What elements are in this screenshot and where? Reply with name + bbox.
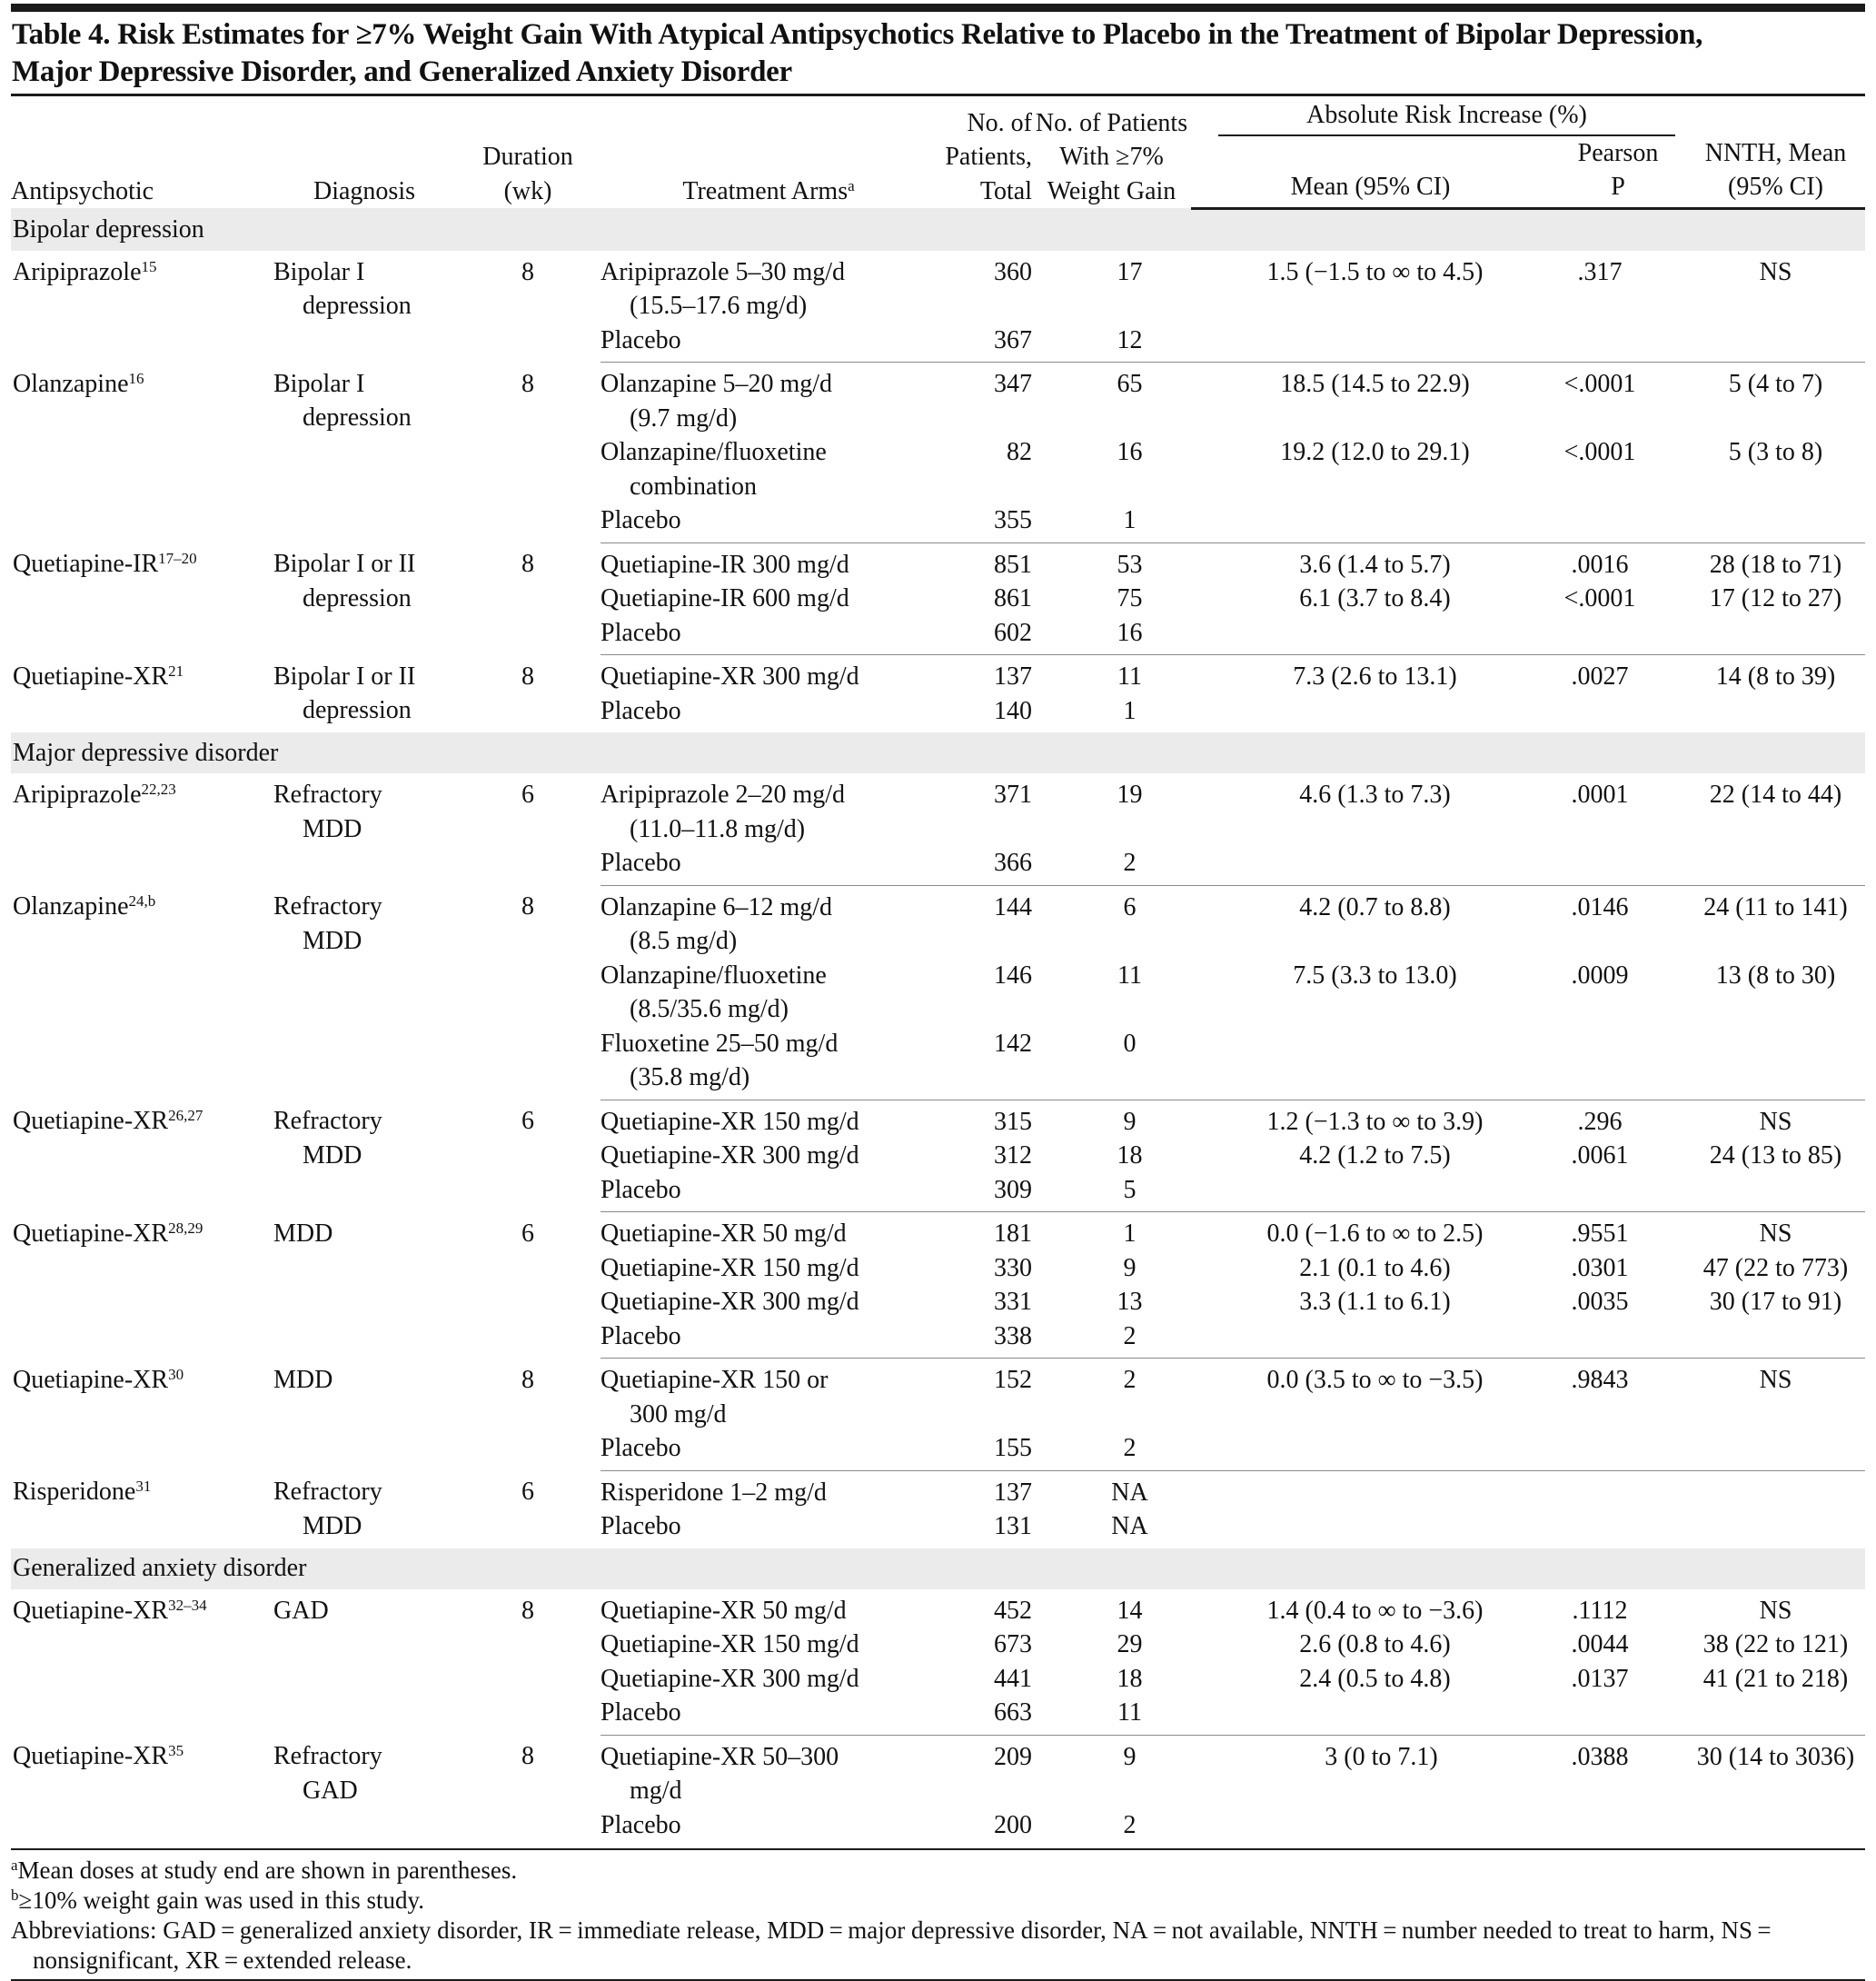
diagnosis-cell: Refractory MDD [273, 1107, 382, 1170]
duration-cell: 8 [521, 892, 534, 921]
drug-name: Quetiapine-XR [13, 1365, 169, 1394]
weight-gain-count-cell: 1 [1032, 503, 1191, 543]
weight-gain-count-cell: 11 [1117, 662, 1142, 691]
diagnosis-cell: Bipolar I depression [273, 257, 412, 320]
ari-mean-cell [1191, 1431, 1550, 1470]
weight-gain-count-cell: 9 [1123, 1107, 1137, 1136]
total-patients-cell: 209 [994, 1742, 1032, 1771]
footnote-b-text: ≥10% weight gain was used in this study. [18, 1886, 425, 1914]
treatment-arm-cell: Quetiapine-IR 300 mg/d [601, 550, 849, 579]
pearson-p-cell: .0001 [1571, 781, 1629, 809]
ari-mean-cell [1191, 1470, 1550, 1509]
pearson-p-cell: .1112 [1572, 1596, 1628, 1625]
diagnosis-cell: Bipolar I or II depression [273, 662, 416, 724]
antipsychotic-cell [11, 1735, 273, 1847]
drug-name: Quetiapine-IR [13, 550, 159, 578]
weight-gain-count-cell: 5 [1032, 1173, 1191, 1212]
treatment-arm-cell: Olanzapine 6–12 mg/d (8.5 mg/d) [601, 892, 833, 955]
treatment-arm-cell: Placebo [601, 503, 937, 543]
section-row [11, 732, 1865, 773]
drug-name: Risperidone [13, 1478, 136, 1506]
nnth-cell [1686, 1509, 1865, 1548]
total-patients-cell: 309 [937, 1173, 1032, 1212]
footnote-a [11, 1856, 1855, 1886]
section-label: Major depressive disorder [11, 732, 1865, 773]
ari-mean-cell: 0.0 (−1.6 to ∞ to 2.5) [1266, 1219, 1484, 1248]
weight-gain-count-cell: 75 [1117, 584, 1143, 612]
nnth-cell: 17 (12 to 27) [1709, 584, 1842, 612]
drug-name: Quetiapine-XR [13, 1596, 169, 1625]
ari-mean-cell: 3.6 (1.4 to 5.7) [1299, 550, 1451, 579]
total-patients-cell: 663 [937, 1696, 1032, 1735]
antipsychotic-cell [11, 1470, 273, 1548]
antipsychotic-cell [11, 773, 273, 885]
treatment-arm-cell: Risperidone 1–2 mg/d [601, 1478, 827, 1507]
treatment-arm-cell: Quetiapine-XR 150 mg/d [601, 1630, 859, 1658]
reference-superscript: 35 [168, 1742, 184, 1759]
nnth-cell: 41 (21 to 218) [1702, 1664, 1849, 1693]
antipsychotic-cell [11, 1589, 273, 1736]
diagnosis-cell: Refractory MDD [273, 892, 382, 955]
pearson-p-cell [1550, 694, 1686, 733]
diagnosis-cell: GAD [273, 1596, 329, 1625]
treatment-arm-cell: Quetiapine-XR 150 or 300 mg/d [601, 1366, 829, 1429]
table-row [11, 1735, 1865, 1808]
ari-mean-cell [1191, 846, 1550, 885]
table-row [11, 1470, 1865, 1509]
total-patients-cell: 851 [994, 550, 1032, 579]
footnote-a-mark: a [11, 1857, 18, 1874]
diagnosis-cell: MDD [273, 1365, 333, 1394]
ari-mean-cell: 6.1 (3.7 to 8.4) [1299, 584, 1451, 612]
total-patients-cell: 330 [994, 1253, 1032, 1282]
table-body [11, 208, 1865, 1847]
pearson-p-cell: <.0001 [1563, 584, 1636, 612]
ari-mean-cell [1191, 1027, 1550, 1100]
antipsychotic-cell [11, 543, 273, 655]
nnth-cell [1686, 1808, 1865, 1847]
title-rule [11, 94, 1865, 96]
treatment-arm-cell: Placebo [601, 1810, 681, 1839]
antipsychotic-cell [11, 1359, 273, 1471]
total-patients-cell: 861 [994, 584, 1032, 612]
nnth-cell: 5 (4 to 7) [1728, 370, 1823, 398]
reference-superscript: 26,27 [168, 1107, 203, 1124]
ari-mean-cell: 19.2 (12.0 to 29.1) [1280, 438, 1470, 466]
weight-gain-count-cell: 14 [1117, 1596, 1143, 1625]
total-patients-cell: 360 [994, 257, 1032, 286]
total-patients-cell: 146 [994, 961, 1032, 990]
header-ari-label: Absolute Risk Increase (%) [1218, 98, 1675, 136]
pearson-p-cell: .0044 [1571, 1630, 1629, 1658]
pearson-p-cell: .9843 [1571, 1366, 1629, 1394]
nnth-cell [1686, 1470, 1865, 1509]
ari-mean-cell: 18.5 (14.5 to 22.9) [1280, 370, 1470, 398]
table-bottom-rule [11, 1848, 1865, 1850]
pearson-p-cell: .9551 [1571, 1219, 1629, 1248]
total-patients-cell: 452 [994, 1596, 1032, 1625]
ari-mean-cell [1191, 1173, 1550, 1212]
header-ari-group [1191, 98, 1686, 136]
drug-name: Quetiapine-XR [13, 662, 169, 691]
pearson-p-cell: .0035 [1571, 1288, 1629, 1316]
treatment-arm-cell: Placebo [601, 1512, 681, 1540]
treatment-arm-cell: Aripiprazole 2–20 mg/d (11.0–11.8 mg/d) [601, 781, 846, 843]
nnth-cell: NS [1759, 257, 1792, 286]
section-row [11, 1548, 1865, 1589]
pearson-p-cell [1550, 846, 1686, 885]
nnth-cell: 24 (13 to 85) [1709, 1141, 1842, 1170]
weight-gain-count-cell: NA [1111, 1512, 1148, 1540]
antipsychotic-cell [11, 1100, 273, 1212]
pearson-p-cell: <.0001 [1563, 370, 1636, 398]
header-antipsychotic: Antipsychotic [11, 176, 154, 205]
weight-gain-count-cell: 11 [1117, 961, 1142, 990]
weight-gain-count-cell: 16 [1117, 438, 1143, 466]
treatment-arm-cell: Placebo [601, 1319, 937, 1359]
total-patients-cell: 602 [937, 616, 1032, 655]
ari-mean-cell [1191, 1509, 1550, 1548]
total-patients-cell: 355 [937, 503, 1032, 543]
table-row [11, 1100, 1865, 1139]
duration-cell: 6 [521, 781, 534, 809]
duration-cell: 8 [521, 1742, 534, 1770]
weight-gain-count-cell: 65 [1117, 370, 1143, 398]
total-patients-cell: 441 [994, 1664, 1032, 1693]
nnth-cell: NS [1759, 1219, 1792, 1248]
table-row [11, 655, 1865, 694]
nnth-cell [1686, 324, 1865, 363]
treatment-arm-cell: Olanzapine/fluoxetine combination [601, 438, 827, 501]
nnth-cell: 30 (14 to 3036) [1696, 1742, 1855, 1771]
pearson-p-cell: .0009 [1571, 961, 1629, 990]
ari-mean-cell: 1.4 (0.4 to ∞ to −3.6) [1266, 1596, 1484, 1625]
nnth-cell [1686, 1431, 1865, 1470]
risk-estimates-table [11, 98, 1865, 1847]
treatment-arm-cell: Quetiapine-XR 50 mg/d [601, 1596, 847, 1625]
total-patients-cell: 315 [994, 1107, 1032, 1136]
nnth-cell: NS [1759, 1596, 1792, 1625]
nnth-cell [1686, 1173, 1865, 1212]
duration-cell: 6 [521, 1478, 534, 1506]
pearson-p-cell: <.0001 [1563, 438, 1636, 466]
treatment-arm-cell: Placebo [601, 1431, 937, 1470]
total-patients-cell: 347 [994, 370, 1032, 398]
ari-mean-cell: 0.0 (3.5 to ∞ to −3.5) [1266, 1366, 1484, 1394]
pearson-p-cell: .296 [1577, 1107, 1623, 1136]
treatment-arm-cell: Quetiapine-XR 50–300 mg/d [601, 1742, 839, 1805]
table-row [11, 543, 1865, 582]
abbreviations: Abbreviations: GAD = generalized anxiety disorder, IR = immediate release, MDD = major depressive disorder, NA = not available, NNTH = number needed to treat to harm, NS = nonsignificant, XR = extended release. [11, 1916, 1777, 1974]
total-patients-cell: 142 [937, 1027, 1032, 1100]
ari-mean-cell: 4.2 (0.7 to 8.8) [1299, 892, 1451, 921]
total-patients-cell: 144 [994, 892, 1032, 921]
total-patients-cell: 137 [994, 662, 1032, 691]
weight-gain-count-cell: 1 [1123, 1219, 1137, 1248]
weight-gain-count-cell: 11 [1032, 1696, 1191, 1735]
reference-superscript: 28,29 [168, 1219, 203, 1237]
duration-cell: 6 [521, 1219, 534, 1248]
pearson-p-cell: .0137 [1571, 1664, 1629, 1693]
drug-name: Aripiprazole [13, 781, 142, 809]
nnth-cell [1686, 1027, 1865, 1100]
pearson-p-cell [1550, 616, 1686, 655]
weight-gain-count-cell: 18 [1117, 1141, 1143, 1170]
pearson-p-cell: .0061 [1571, 1141, 1629, 1170]
total-patients-cell: 140 [994, 696, 1032, 725]
weight-gain-count-cell: 2 [1032, 1319, 1191, 1359]
nnth-cell: 30 (17 to 91) [1709, 1288, 1842, 1316]
table-title: Table 4. Risk Estimates for ≥7% Weight Gain With Atypical Antipsychotics Relative to Placebo in the Treatment of Bipolar Depression, Major Depressive Disorder, and Generalized Anxiety Disorder [12, 18, 1703, 88]
section-label: Bipolar depression [11, 208, 1865, 251]
treatment-arm-cell: Olanzapine/fluoxetine (8.5/35.6 mg/d) [601, 961, 827, 1023]
nnth-cell: 14 (8 to 39) [1715, 662, 1836, 691]
weight-gain-count-cell: 16 [1032, 616, 1191, 655]
table-row [11, 1212, 1865, 1251]
weight-gain-count-cell: 13 [1117, 1288, 1143, 1316]
weight-gain-count-cell: 2 [1032, 846, 1191, 885]
total-patients-cell: 371 [994, 781, 1032, 809]
footnote-a-text: Mean doses at study end are shown in parentheses. [17, 1857, 518, 1884]
diagnosis-cell: Bipolar I depression [273, 369, 412, 432]
nnth-cell: 5 (3 to 8) [1728, 438, 1823, 466]
nnth-cell [1686, 616, 1865, 655]
table-row [11, 251, 1865, 324]
duration-cell: 8 [521, 369, 534, 398]
drug-name: Aripiprazole [13, 257, 142, 286]
reference-superscript: 16 [128, 369, 144, 387]
drug-name: Olanzapine [13, 369, 129, 398]
reference-superscript: 24,b [128, 892, 156, 910]
treatment-arm-cell: Quetiapine-XR 300 mg/d [601, 1141, 859, 1170]
nnth-cell [1686, 503, 1865, 543]
header-total: No. of Patients, Total [945, 108, 1032, 205]
duration-cell: 8 [521, 550, 534, 578]
header-gain: No. of Patients With ≥7% Weight Gain [1035, 108, 1188, 205]
diagnosis-cell: Refractory MDD [273, 1478, 382, 1540]
weight-gain-count-cell: 12 [1032, 324, 1191, 363]
ari-mean-cell: 7.5 (3.3 to 13.0) [1293, 961, 1457, 990]
pearson-p-cell [1550, 1319, 1686, 1359]
nnth-cell: 28 (18 to 71) [1709, 550, 1842, 579]
ari-mean-cell: 2.6 (0.8 to 4.6) [1299, 1630, 1451, 1658]
header-treatment-arms-label: Treatment Arms [682, 176, 849, 205]
total-patients-cell: 82 [1007, 438, 1032, 466]
antipsychotic-cell [11, 1212, 273, 1359]
top-rule [11, 4, 1865, 12]
header-nnth: NNTH, Mean (95% CI) [1686, 136, 1865, 209]
ari-mean-cell: 4.6 (1.3 to 7.3) [1299, 781, 1451, 809]
reference-superscript: 22,23 [141, 781, 176, 798]
header-spacer [1686, 98, 1865, 136]
weight-gain-count-cell: 9 [1123, 1742, 1137, 1771]
pearson-p-cell: .0146 [1571, 892, 1629, 921]
reference-superscript: 21 [168, 662, 184, 680]
treatment-arm-cell: Placebo [601, 696, 681, 725]
weight-gain-count-cell: 6 [1123, 892, 1137, 921]
nnth-cell [1686, 846, 1865, 885]
weight-gain-count-cell: 9 [1123, 1253, 1137, 1282]
ari-mean-cell [1191, 503, 1550, 543]
footnotes [11, 1856, 1855, 1976]
ari-mean-cell [1191, 324, 1550, 363]
nnth-cell: 38 (22 to 121) [1702, 1630, 1849, 1658]
reference-superscript: 32–34 [168, 1596, 207, 1614]
weight-gain-count-cell: 29 [1117, 1630, 1143, 1658]
pearson-p-cell [1550, 1509, 1686, 1548]
total-patients-cell: 137 [994, 1478, 1032, 1507]
nnth-cell: NS [1759, 1366, 1792, 1394]
weight-gain-count-cell: 17 [1117, 257, 1143, 286]
treatment-arm-cell: Quetiapine-XR 150 mg/d [601, 1107, 859, 1136]
pearson-p-cell [1550, 324, 1686, 363]
drug-name: Quetiapine-XR [13, 1742, 169, 1770]
nnth-cell [1686, 1696, 1865, 1735]
reference-superscript: 30 [168, 1365, 184, 1383]
weight-gain-count-cell: 2 [1123, 1810, 1137, 1839]
ari-mean-cell: 3.3 (1.1 to 6.1) [1299, 1288, 1451, 1316]
duration-cell: 8 [521, 662, 534, 691]
pearson-p-cell: .0388 [1571, 1742, 1629, 1771]
ari-mean-cell: 1.2 (−1.3 to ∞ to 3.9) [1266, 1107, 1484, 1136]
treatment-arm-cell: Aripiprazole 5–30 mg/d (15.5–17.6 mg/d) [601, 257, 846, 320]
ari-mean-cell: 2.4 (0.5 to 4.8) [1299, 1664, 1451, 1693]
treatment-arm-cell: Placebo [601, 324, 937, 363]
nnth-cell: 24 (11 to 141) [1703, 892, 1848, 921]
drug-name: Quetiapine-XR [13, 1219, 169, 1248]
pearson-p-cell [1550, 503, 1686, 543]
ari-mean-cell [1191, 616, 1550, 655]
nnth-cell: 22 (14 to 44) [1709, 781, 1842, 809]
nnth-cell [1686, 1319, 1865, 1359]
pearson-p-cell [1550, 1173, 1686, 1212]
total-patients-cell: 673 [994, 1630, 1032, 1658]
total-patients-cell: 366 [937, 846, 1032, 885]
drug-name: Quetiapine-XR [13, 1107, 169, 1135]
treatment-arm-cell: Quetiapine-XR 300 mg/d [601, 662, 859, 691]
reference-superscript: 17–20 [158, 550, 197, 567]
pearson-p-cell: .0016 [1571, 550, 1629, 579]
antipsychotic-cell [11, 363, 273, 543]
treatment-arm-cell: Quetiapine-XR 300 mg/d [601, 1664, 859, 1693]
reference-superscript: 15 [141, 257, 157, 275]
weight-gain-count-cell: 18 [1117, 1664, 1143, 1693]
footnote-b [11, 1886, 1855, 1916]
drug-name: Olanzapine [13, 892, 129, 921]
total-patients-cell: 331 [994, 1288, 1032, 1316]
treatment-arm-cell: Quetiapine-XR 300 mg/d [601, 1288, 859, 1316]
total-patients-cell: 181 [994, 1219, 1032, 1248]
header-treatment-arms [601, 98, 937, 208]
treatment-arm-cell: Placebo [601, 1173, 937, 1212]
duration-cell: 6 [521, 1107, 534, 1135]
pearson-p-cell: .317 [1577, 257, 1623, 286]
total-patients-cell: 200 [994, 1810, 1032, 1839]
nnth-cell: NS [1759, 1107, 1792, 1136]
treatment-arm-cell: Quetiapine-XR 50 mg/d [601, 1219, 847, 1248]
treatment-arm-cell: Quetiapine-IR 600 mg/d [601, 584, 849, 612]
pearson-p-cell [1550, 1027, 1686, 1100]
total-patients-cell: 155 [937, 1431, 1032, 1470]
ari-mean-cell [1191, 1808, 1550, 1847]
footnote-b-mark: b [11, 1886, 19, 1904]
ari-mean-cell [1191, 1319, 1550, 1359]
diagnosis-cell: Refractory GAD [273, 1742, 382, 1805]
total-patients-cell: 131 [994, 1512, 1032, 1540]
duration-cell: 8 [521, 1596, 534, 1625]
table-row [11, 1589, 1865, 1628]
treatment-arm-cell: Placebo [601, 616, 937, 655]
duration-cell: 8 [521, 1365, 534, 1394]
reference-superscript: 31 [135, 1478, 152, 1495]
section-label: Generalized anxiety disorder [11, 1548, 1865, 1589]
ari-mean-cell [1191, 694, 1550, 733]
header-diagnosis: Diagnosis [313, 176, 415, 205]
weight-gain-count-cell: 53 [1117, 550, 1143, 579]
header-duration: Duration (wk) [482, 143, 573, 205]
pearson-p-cell [1550, 1808, 1686, 1847]
total-patients-cell: 338 [937, 1319, 1032, 1359]
weight-gain-count-cell: 1 [1123, 696, 1137, 725]
treatment-arm-cell: Placebo [601, 846, 937, 885]
pearson-p-cell [1550, 1470, 1686, 1509]
weight-gain-count-cell: 2 [1123, 1366, 1137, 1394]
table-row [11, 773, 1865, 846]
duration-cell: 8 [521, 257, 534, 286]
weight-gain-count-cell: 19 [1117, 781, 1143, 809]
treatment-arm-cell: Quetiapine-XR 150 mg/d [601, 1253, 859, 1282]
ari-mean-cell: 7.3 (2.6 to 13.1) [1293, 662, 1457, 691]
nnth-cell [1686, 694, 1865, 733]
weight-gain-count-cell: 2 [1032, 1431, 1191, 1470]
diagnosis-cell: Bipolar I or II depression [273, 550, 416, 612]
section-row [11, 208, 1865, 251]
header-pearson: Pearson P [1550, 136, 1686, 209]
diagnosis-cell: MDD [273, 1219, 333, 1248]
header-mean: Mean (95% CI) [1191, 136, 1550, 209]
treatment-arm-cell: Placebo [601, 1696, 937, 1735]
table-row [11, 363, 1865, 436]
nnth-cell: 13 (8 to 30) [1715, 961, 1836, 990]
table-row [11, 1359, 1865, 1432]
treatment-arm-cell: Olanzapine 5–20 mg/d (9.7 mg/d) [601, 370, 833, 433]
total-patients-cell: 312 [994, 1141, 1032, 1170]
antipsychotic-cell [11, 885, 273, 1100]
ari-mean-cell: 2.1 (0.1 to 4.6) [1299, 1253, 1451, 1282]
footnote-marker: a [848, 176, 855, 194]
ari-mean-cell: 4.2 (1.2 to 7.5) [1299, 1141, 1451, 1170]
diagnosis-cell: Refractory MDD [273, 781, 382, 843]
ari-mean-cell: 1.5 (−1.5 to ∞ to 4.5) [1266, 257, 1484, 286]
table-row [11, 885, 1865, 959]
total-patients-cell: 152 [994, 1366, 1032, 1394]
pearson-p-cell [1550, 1431, 1686, 1470]
total-patients-cell: 367 [937, 324, 1032, 363]
pearson-p-cell: .0301 [1571, 1253, 1629, 1282]
nnth-cell: 47 (22 to 773) [1702, 1253, 1849, 1282]
weight-gain-count-cell: 0 [1032, 1027, 1191, 1100]
antipsychotic-cell [11, 251, 273, 363]
pearson-p-cell [1550, 1696, 1686, 1735]
ari-mean-cell: 3 (0 to 7.1) [1312, 1742, 1438, 1771]
weight-gain-count-cell: NA [1111, 1478, 1148, 1507]
pearson-p-cell: .0027 [1571, 662, 1629, 691]
treatment-arm-cell: Fluoxetine 25–50 mg/d (35.8 mg/d) [601, 1027, 937, 1100]
ari-mean-cell [1191, 1696, 1550, 1735]
antipsychotic-cell [11, 655, 273, 733]
